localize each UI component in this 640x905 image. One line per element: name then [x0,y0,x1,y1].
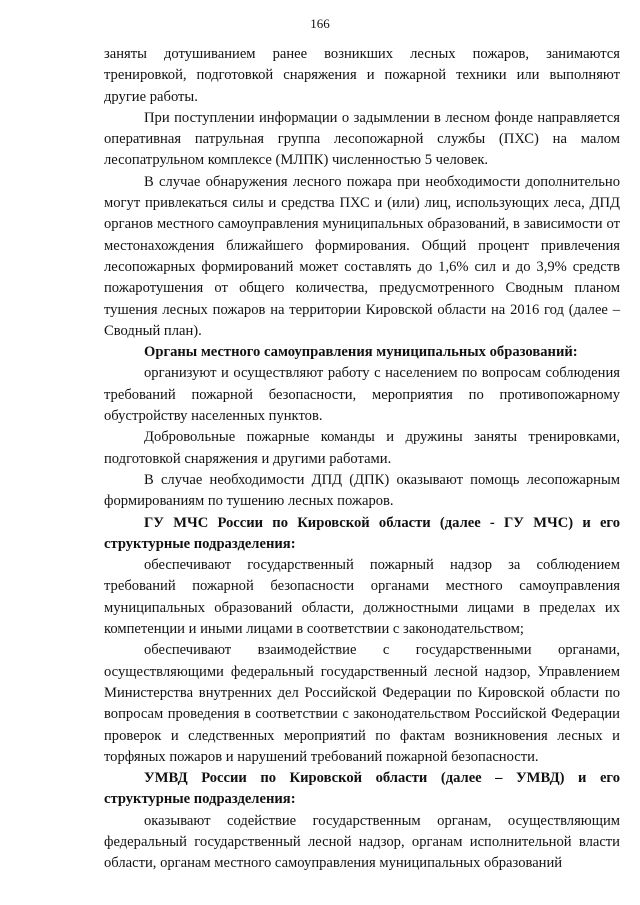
paragraph-fire-supervision: обеспечивают государственный пожарный надзор за соблюдением требований пожарной безопасности органами местного самоуправления муниципальных образований области, должностными лицами в пределах их компетенции и иными лицами в соответствии с законодательством; [104,557,620,638]
paragraph-volunteer-teams: Добровольные пожарные команды и дружины заняты тренировками, подготовкой снаряжения и другими работами. [104,429,620,467]
document-body [104,44,620,875]
paragraph-umvd-assistance: оказывают содействие государственным органам, осуществляющим федеральный государственный лесной надзор, органам исполнительной власти области, органам местного самоуправления муниципальных образований [104,812,620,872]
paragraph-population-work: организуют и осуществляют работу с населением по вопросам соблюдения требований пожарной безопасности, мероприятия по противопожарному обустройству населенных пунктов. [104,365,620,425]
section-heading-gu-mchs: ГУ МЧС России по Кировской области (далее - ГУ МЧС) и его структурные подразделения: [104,514,620,552]
paragraph-dpd-assistance: В случае необходимости ДПД (ДПК) оказывают помощь лесопожарным формированиям по тушению лесных пожаров. [104,471,620,510]
paragraph-patrol-group: При поступлении информации о задымлении в лесном фонде направляется оперативная патрульная группа лесопожарной службы (ПХС) на малом лесопатрульном комплексе (МЛПК) численностью 5 человек. [104,109,620,169]
section-heading-local-government: Органы местного самоуправления муниципальных образований: [144,344,578,361]
paragraph-interaction: обеспечивают взаимодействие с государственными органами, осуществляющими федеральный государственный лесной надзор, Управлением Министерства внутренних дел Российской Федерации по Кировской области по вопросам проведения в соответствии с законодательством Российской Федерации проверок и следственных мероприятий по фактам возникновения лесных и торфяных пожаров и нарушений требований пожарной безопасности. [104,642,620,765]
paragraph-continuation: заняты дотушиванием ранее возникших лесных пожаров, занимаются тренировкой, подготовкой снаряжения и пожарной техники или выполняют другие работы. [104,46,620,105]
section-heading-umvd: УМВД России по Кировской области (далее – УМВД) и его структурные подразделения: [104,770,620,808]
paragraph-forest-fire-forces: В случае обнаружения лесного пожара при необходимости дополнительно могут привлекаться силы и средства ПХС и (или) лиц, использующих леса, ДПД органов местного самоуправления муниципальных образований, в зависимости от местонахождения ближайшего формирования. Общий процент привлечения лесопожарных формирований может составлять до 1,6% сил и до 3,9% средств пожаротушения от общего количества, предусмотренного Сводным планом тушения лесных пожаров на территории Кировской области на 2016 год (далее – Сводный план). [104,173,620,339]
page-number: 166 [310,16,330,31]
